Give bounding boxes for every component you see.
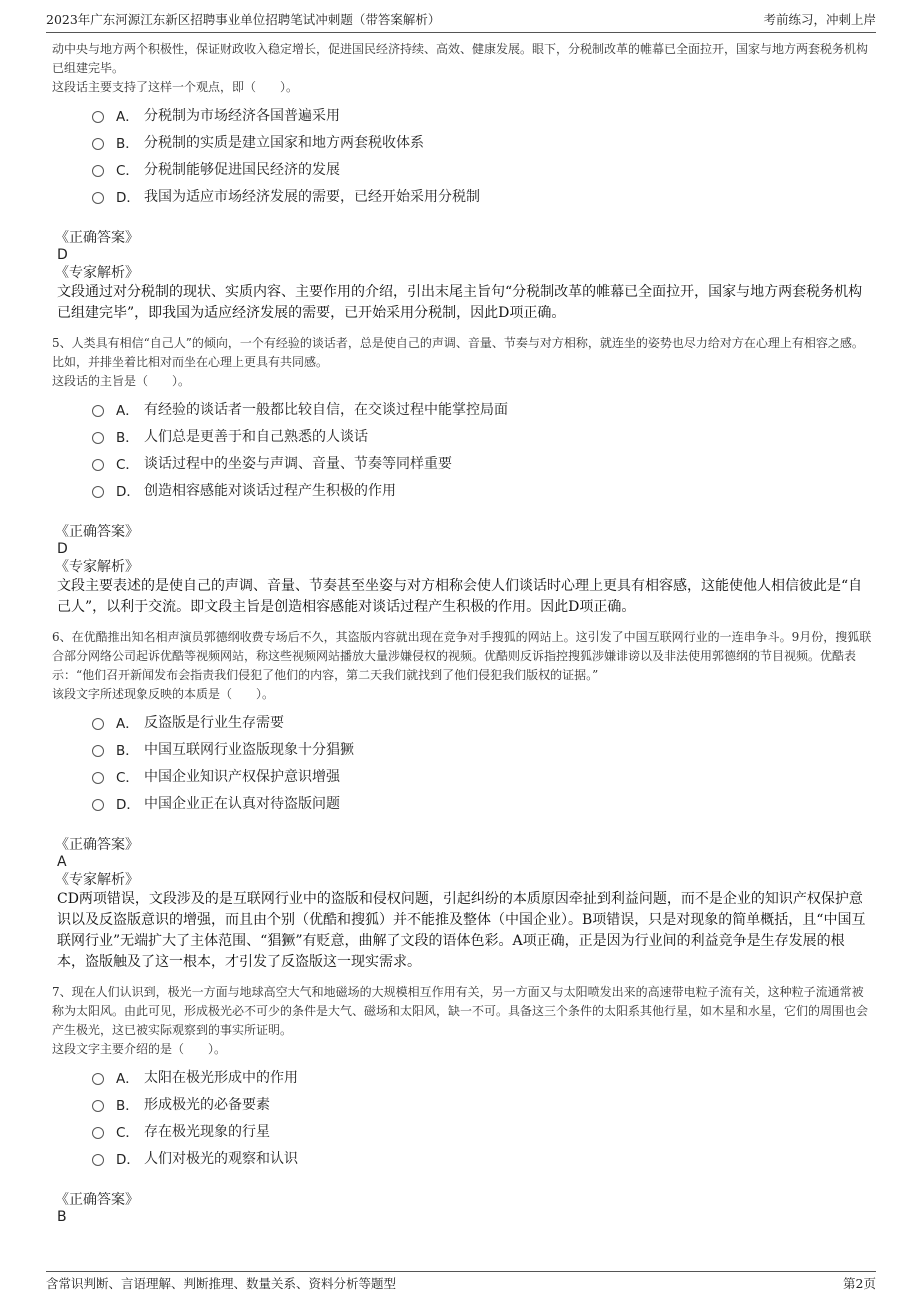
- answer-value: D: [57, 541, 68, 557]
- question-passage: 动中央与地方两个积极性，保证财政收入稳定增长，促进国民经济持续、高效、健康发展。眼下，分税制改革的帷幕已全面拉开，国家与地方两套税务机构已组建完毕。: [52, 42, 869, 75]
- option-d[interactable]: D． 人们对极光的观察和认识: [92, 1144, 872, 1171]
- radio-icon[interactable]: [92, 772, 104, 784]
- option-text: 中国互联网行业盗版现象十分猖獗: [144, 741, 354, 758]
- analysis-label: 《专家解析》: [55, 872, 139, 888]
- analysis-text: CD两项错误，文段涉及的是互联网行业中的盗版和侵权问题，引起纠纷的本质原因牵扯到利益问题，而不是企业的知识产权保护意识以及反盗版意识的增强，而且由个别（优酷和搜狐）并不能推及整体（中国企业）。B项错误，只是对现象的简单概括，且“中国互联网行业”无端扩大了主体范围、“猖獗”有贬意，曲解了文段的语体色彩。A项正确，正是因为行业间的利益竞争是生存发展的根本，盗版触及了这一根本，才引发了反盗版这一现实需求。: [57, 891, 866, 970]
- page-header: [46, 10, 876, 33]
- option-text: 反盗版是行业生存需要: [144, 714, 284, 731]
- option-text: 分税制的实质是建立国家和地方两套税收体系: [144, 134, 424, 151]
- options-list: [92, 1063, 872, 1171]
- option-c[interactable]: C． 分税制能够促进国民经济的发展: [92, 155, 872, 182]
- radio-icon[interactable]: [92, 192, 104, 204]
- option-a[interactable]: A． 分税制为市场经济各国普遍采用: [92, 101, 872, 128]
- analysis-label: 《专家解析》: [55, 559, 139, 575]
- document-title: 2023年广东河源江东新区招聘事业单位招聘笔试冲刺题（带答案解析）: [46, 12, 441, 27]
- answer-value: A: [57, 854, 67, 870]
- radio-icon[interactable]: [92, 799, 104, 811]
- answer-label: 《正确答案》: [55, 230, 139, 246]
- answer-block: [55, 523, 872, 618]
- option-a[interactable]: A． 太阳在极光形成中的作用: [92, 1063, 872, 1090]
- options-list: [92, 395, 872, 503]
- radio-icon[interactable]: [92, 432, 104, 444]
- options-list: [92, 101, 872, 209]
- page-content: [52, 40, 872, 1226]
- page-number: 第2页: [843, 1276, 876, 1291]
- option-d[interactable]: D． 中国企业正在认真对待盗版问题: [92, 789, 872, 816]
- options-list: [92, 708, 872, 816]
- question-stem: 这段话的主旨是（ ）。: [52, 374, 191, 388]
- page-footer: [46, 1271, 876, 1292]
- option-text: 分税制为市场经济各国普遍采用: [144, 107, 340, 124]
- radio-icon[interactable]: [92, 718, 104, 730]
- answer-block: [55, 1191, 872, 1226]
- option-b[interactable]: B． 人们总是更善于和自己熟悉的人谈话: [92, 422, 872, 449]
- option-text: 分税制能够促进国民经济的发展: [144, 161, 340, 178]
- analysis-label: 《专家解析》: [55, 265, 139, 281]
- answer-label: 《正确答案》: [55, 837, 139, 853]
- option-b[interactable]: B． 形成极光的必备要素: [92, 1090, 872, 1117]
- option-b[interactable]: B． 中国互联网行业盗版现象十分猖獗: [92, 735, 872, 762]
- question-stem: 这段话主要支持了这样一个观点，即（ ）。: [52, 80, 299, 94]
- option-text: 中国企业正在认真对待盗版问题: [144, 795, 340, 812]
- radio-icon[interactable]: [92, 1154, 104, 1166]
- answer-block: [55, 229, 872, 324]
- radio-icon[interactable]: [92, 1073, 104, 1085]
- option-text: 人们总是更善于和自己熟悉的人谈话: [144, 428, 368, 445]
- header-slogan: 考前练习，冲刺上岸: [763, 12, 876, 27]
- option-text: 有经验的谈话者一般都比较自信，在交谈过程中能掌控局面: [144, 401, 508, 418]
- question-passage: 6、在优酷推出知名相声演员郭德纲收费专场后不久，其盗版内容就出现在竞争对手搜狐的网站上。这引发了中国互联网行业的一连串争斗。9月份，搜狐联合部分网络公司起诉优酷等视频网站，称这些视频网站播放大量涉嫌侵权的视频。优酷则反诉指控搜狐涉嫌诽谤以及非法使用郭德纲的节目视频。优酷表示：“他们召开新闻发布会指责我们侵犯了他们的内容，第二天我们就找到了他们侵犯我们版权的证据。”: [52, 630, 872, 682]
- radio-icon[interactable]: [92, 165, 104, 177]
- radio-icon[interactable]: [92, 138, 104, 150]
- answer-value: B: [57, 1209, 67, 1225]
- option-c[interactable]: C． 存在极光现象的行星: [92, 1117, 872, 1144]
- radio-icon[interactable]: [92, 111, 104, 123]
- option-text: 太阳在极光形成中的作用: [144, 1069, 298, 1086]
- option-b[interactable]: B． 分税制的实质是建立国家和地方两套税收体系: [92, 128, 872, 155]
- option-text: 形成极光的必备要素: [144, 1096, 270, 1113]
- analysis-text: 文段通过对分税制的现状、实质内容、主要作用的介绍，引出末尾主旨句“分税制改革的帷幕已全面拉开，国家与地方两套税务机构已组建完毕”，即我国为适应经济发展的需要，已开始采用分税制，因此D项正确。: [57, 284, 863, 321]
- question-5: [52, 334, 872, 618]
- radio-icon[interactable]: [92, 405, 104, 417]
- answer-value: D: [57, 247, 68, 263]
- footer-topics: 含常识判断、言语理解、判断推理、数量关系、资料分析等题型: [46, 1276, 397, 1291]
- answer-label: 《正确答案》: [55, 1192, 139, 1208]
- answer-block: [55, 836, 872, 973]
- analysis-text: 文段主要表述的是使自己的声调、音量、节奏甚至坐姿与对方相称会使人们谈话时心理上更具有相容感，这能使他人相信彼此是“自己人”，以利于交流。即文段主旨是创造相容感能对谈话过程产生积极的作用。因此D项正确。: [57, 578, 863, 615]
- radio-icon[interactable]: [92, 486, 104, 498]
- radio-icon[interactable]: [92, 745, 104, 757]
- radio-icon[interactable]: [92, 459, 104, 471]
- option-text: 中国企业知识产权保护意识增强: [144, 768, 340, 785]
- option-text: 谈话过程中的坐姿与声调、音量、节奏等同样重要: [144, 455, 452, 472]
- option-d[interactable]: D． 我国为适应市场经济发展的需要，已经开始采用分税制: [92, 182, 872, 209]
- answer-label: 《正确答案》: [55, 524, 139, 540]
- question-passage: 7、现在人们认识到，极光一方面与地球高空大气和地磁场的大规模相互作用有关，另一方面又与太阳喷发出来的高速带电粒子流有关，这种粒子流通常被称为太阳风。由此可见，形成极光必不可少的条件是大气、磁场和太阳风，缺一不可。具备这三个条件的太阳系其他行星，如木星和水星，它们的周围也会产生极光，这已被实际观察到的事实所证明。: [52, 985, 869, 1037]
- option-a[interactable]: A． 有经验的谈话者一般都比较自信，在交谈过程中能掌控局面: [92, 395, 872, 422]
- question-6: [52, 628, 872, 973]
- option-text: 人们对极光的观察和认识: [144, 1150, 298, 1167]
- option-a[interactable]: A． 反盗版是行业生存需要: [92, 708, 872, 735]
- option-text: 创造相容感能对谈话过程产生积极的作用: [144, 482, 396, 499]
- question-stem: 该段文字所述现象反映的本质是（ ）。: [52, 687, 275, 701]
- question-stem: 这段文字主要介绍的是（ ）。: [52, 1042, 227, 1056]
- radio-icon[interactable]: [92, 1100, 104, 1112]
- option-d[interactable]: D． 创造相容感能对谈话过程产生积极的作用: [92, 476, 872, 503]
- option-text: 存在极光现象的行星: [144, 1123, 270, 1140]
- option-c[interactable]: C． 谈话过程中的坐姿与声调、音量、节奏等同样重要: [92, 449, 872, 476]
- question-passage: 5、人类具有相信“自己人”的倾向，一个有经验的谈话者，总是使自己的声调、音量、节奏与对方相称，就连坐的姿势也尽力给对方在心理上有相容之感。比如，并排坐着比相对而坐在心理上更具有共同感。: [52, 336, 864, 369]
- option-c[interactable]: C． 中国企业知识产权保护意识增强: [92, 762, 872, 789]
- question-4: [52, 40, 872, 324]
- radio-icon[interactable]: [92, 1127, 104, 1139]
- option-text: 我国为适应市场经济发展的需要，已经开始采用分税制: [144, 188, 480, 205]
- question-7: [52, 983, 872, 1226]
